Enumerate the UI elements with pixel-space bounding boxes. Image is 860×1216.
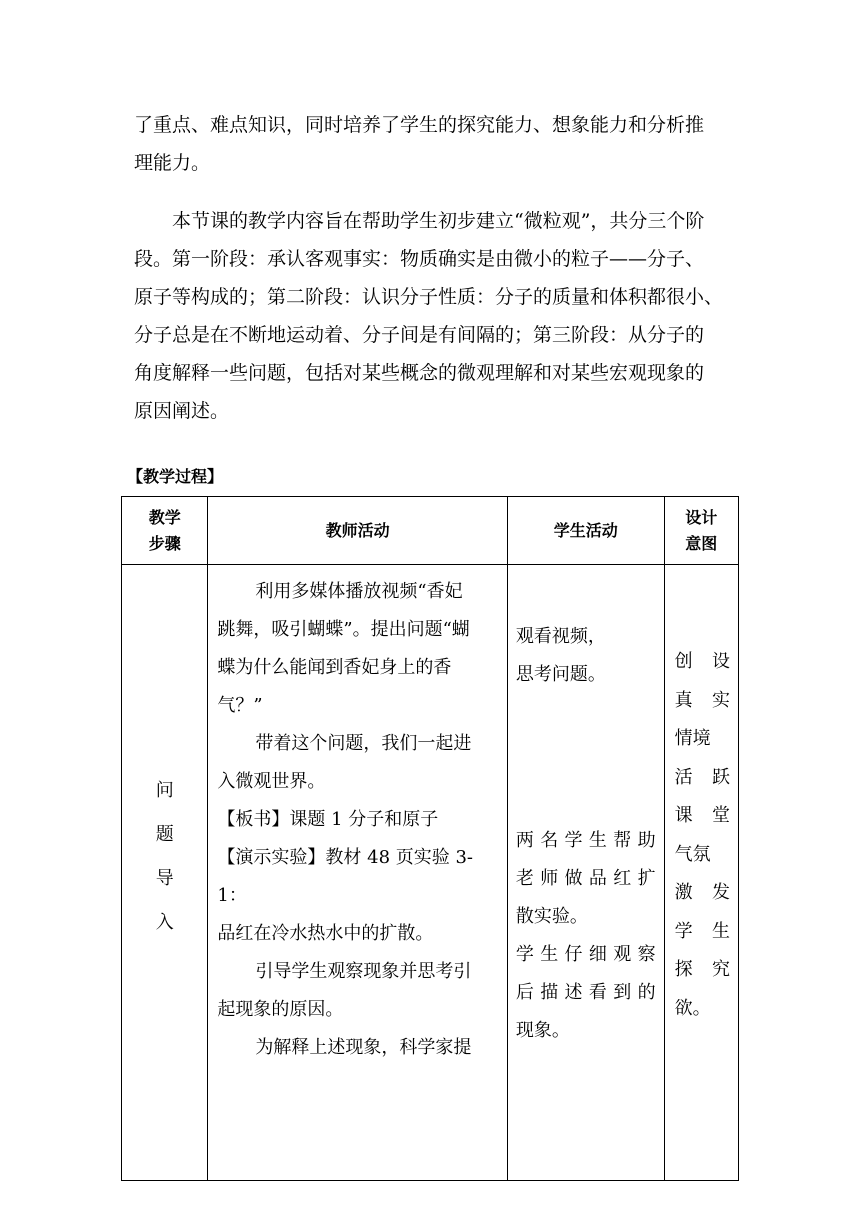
design-char: 活 bbox=[674, 766, 693, 788]
teacher-activity-cell bbox=[208, 565, 507, 1181]
design-char: 生 bbox=[712, 920, 730, 942]
design-char: 学 bbox=[674, 920, 693, 942]
design-line-spread bbox=[675, 913, 730, 952]
design-char: 创 bbox=[674, 651, 693, 672]
design-line bbox=[675, 874, 730, 913]
intro-p2-line-6: 原因阐述。 bbox=[134, 400, 230, 422]
student-line: 学生仔细观察 bbox=[515, 944, 656, 965]
student-line: 散实验。 bbox=[515, 906, 588, 927]
step-char: 入 bbox=[155, 911, 174, 933]
step-char: 导 bbox=[155, 867, 174, 889]
intro-p2-line-3: 原子等构成的；第二阶段：认识分子性质：分子的质量和体积都很小、 bbox=[134, 286, 724, 308]
step-char: 题 bbox=[155, 823, 174, 845]
student-line: 思考问题。 bbox=[515, 664, 606, 685]
design-line bbox=[675, 951, 730, 990]
intro-p2-line-2: 段。第一阶段：承认客观事实：物质确实是由微小的粒子——分子、 bbox=[134, 248, 705, 270]
student-line: 观看视频， bbox=[515, 626, 606, 647]
student-line: 两名学生帮助 bbox=[515, 830, 656, 851]
teacher-line: 跳舞，吸引蝴蝶”。提出问题“蝴 bbox=[217, 619, 470, 640]
design-char: 激 bbox=[674, 882, 693, 903]
teacher-line: 为解释上述现象，科学家提 bbox=[255, 1037, 472, 1058]
header-step: 教学 步骤 bbox=[122, 497, 208, 565]
design-line bbox=[675, 913, 730, 952]
design-line-spread bbox=[675, 759, 730, 798]
design-line bbox=[675, 797, 730, 836]
table-header-row bbox=[122, 497, 739, 565]
header-teacher-activity: 教师活动 bbox=[208, 497, 507, 565]
step-char: 问 bbox=[155, 779, 174, 801]
teacher-line: 气？” bbox=[217, 695, 263, 716]
teacher-line: 品红在冷水热水中的扩散。 bbox=[217, 923, 434, 944]
teacher-line: 起现象的原因。 bbox=[217, 999, 344, 1020]
header-student-activity: 学生活动 bbox=[507, 497, 664, 565]
design-char: 实 bbox=[712, 689, 730, 711]
teacher-line: 引导学生观察现象并思考引 bbox=[255, 961, 472, 982]
student-activity-cell bbox=[507, 565, 664, 1181]
design-char: 跃 bbox=[712, 766, 730, 788]
intro-p2-line-5: 角度解释一些问题，包括对某些概念的微观理解和对某些宏观现象的 bbox=[134, 362, 705, 384]
design-char: 究 bbox=[712, 959, 730, 980]
design-char: 探 bbox=[674, 959, 693, 980]
intro-p2-line-4: 分子总是在不断地运动着、分子间是有间隔的；第三阶段：从分子的 bbox=[134, 324, 705, 346]
design-line: 情境 bbox=[674, 728, 711, 749]
design-line: 欲。 bbox=[674, 997, 711, 1019]
design-char: 真 bbox=[674, 689, 693, 711]
teacher-line: 蝶为什么能闻到香妃身上的香 bbox=[217, 657, 452, 678]
teacher-line: 入微观世界。 bbox=[217, 771, 326, 792]
teacher-line: 带着这个问题，我们一起进 bbox=[255, 733, 472, 754]
student-line: 老师做品红扩 bbox=[515, 868, 656, 889]
design-char: 设 bbox=[712, 651, 730, 672]
design-line bbox=[675, 682, 730, 721]
intro-p1-line-1: 了重点、难点知识，同时培养了学生的探究能力、想象能力和分析推 bbox=[134, 114, 705, 136]
section-title: 【教学过程】 bbox=[127, 467, 224, 486]
intro-paragraph-2 bbox=[134, 202, 734, 430]
header-design-intent: 设计 意图 bbox=[664, 497, 738, 565]
design-char: 发 bbox=[712, 882, 730, 903]
design-line bbox=[675, 643, 730, 682]
student-line: 现象。 bbox=[515, 1020, 570, 1041]
design-line-spread bbox=[675, 797, 730, 836]
teacher-line: 【板书】课题 1 分子和原子 bbox=[217, 809, 439, 830]
design-line: 气氛 bbox=[674, 843, 711, 865]
step-cell bbox=[122, 565, 208, 1181]
design-char: 堂 bbox=[712, 805, 730, 826]
design-line-spread bbox=[675, 643, 730, 682]
design-char: 课 bbox=[674, 805, 693, 826]
design-line-spread bbox=[675, 682, 730, 721]
intro-p1-line-2: 理能力。 bbox=[134, 152, 211, 174]
student-line: 后描述看到的 bbox=[515, 982, 656, 1003]
teacher-line: 【演示实验】教材 48 页实验 3-1： bbox=[217, 847, 474, 906]
table-row bbox=[122, 565, 739, 1181]
intro-p2-line-1: 本节课的教学内容旨在帮助学生初步建立“微粒观”，共分三个阶 bbox=[172, 210, 705, 232]
teaching-process-table bbox=[121, 496, 739, 1181]
design-line bbox=[675, 759, 730, 798]
design-intent-cell bbox=[664, 565, 738, 1181]
design-line-spread bbox=[675, 951, 730, 990]
teacher-line: 利用多媒体播放视频“香妃 bbox=[255, 581, 463, 602]
design-line-spread bbox=[675, 874, 730, 913]
intro-paragraph-1 bbox=[134, 106, 734, 182]
